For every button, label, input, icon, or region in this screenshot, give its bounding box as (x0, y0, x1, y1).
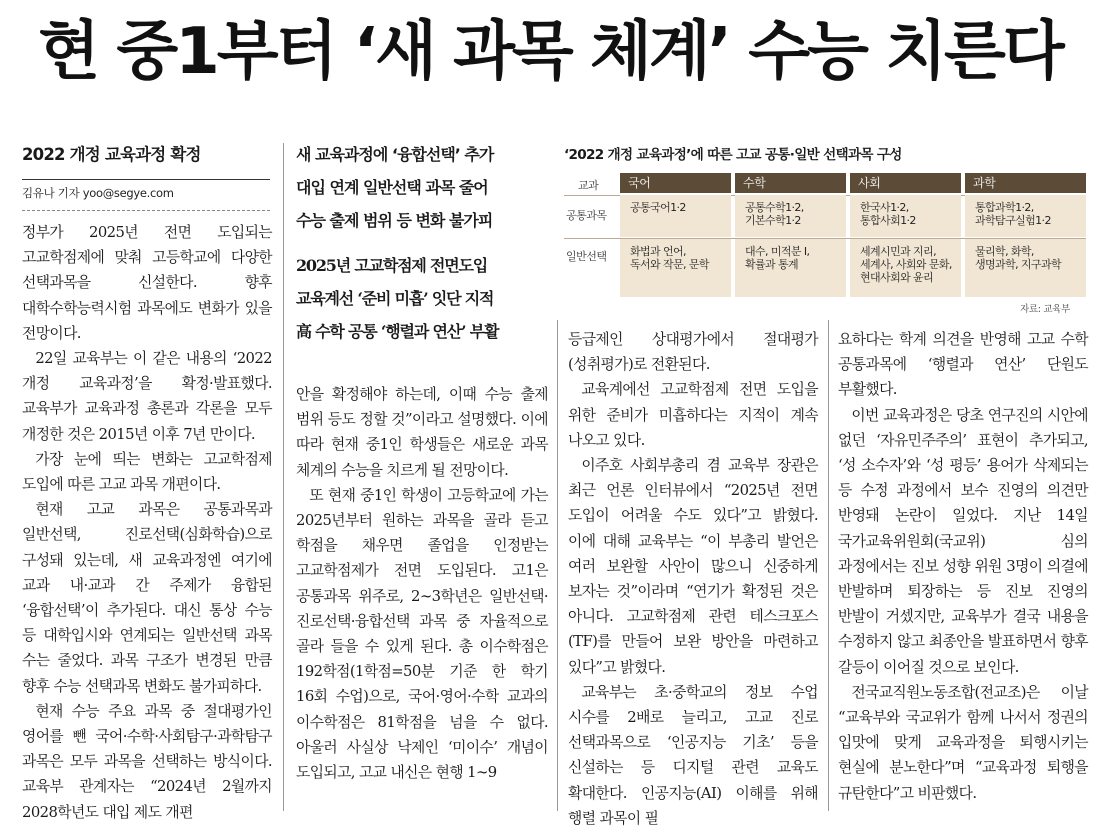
article-body-4 (838, 327, 1088, 813)
table-cell (965, 239, 1086, 297)
column-divider (283, 143, 284, 811)
deck-line: 대입 연계 일반선택 과목 줄어 (296, 178, 488, 197)
byline-rule (22, 179, 270, 180)
deck-line: 수능 출제 범위 등 변화 불가피 (296, 211, 493, 230)
paragraph: 교육부는 초·중학교의 정보 수업 시수를 2배로 늘리고, 고교 진로 선택과목으로 ‘인공지능 기초’ 등을 신설하는 등 디지털 관련 교육도 확대한다. 인공지능(AI) 이해를 위해 행렬 과목이 필 (568, 683, 818, 827)
row-label-general: 일반선택 (566, 250, 607, 263)
paragraph: 이주호 사회부총리 겸 교육부 장관은 최근 언론 인터뷰에서 “2025년 전면 도입이 어려울 수도 있다”고 밝혔다. 이에 대해 교육부는 “이 부총리 발언은 여러 보완할 사안이 많으니 신중하게 보자는 것”이라며 “연기가 확정된 것은 아니다. 고교학점제 관련 테스크포스(TF)를 만들어 보완 방안을 마련하고 있다”고 밝혔다. (568, 457, 818, 676)
table-source: 자료: 교육부 (1020, 304, 1071, 315)
paragraph: 현재 고교 과목은 공통과목과 일반선택, 진로선택(심화학습)으로 구성돼 있는데, 새 교육과정엔 여기에 교과 내·교과 간 주제가 융합된 ‘융합선택’이 추가된다. 대신 통상 수능 등 대학입시와 연계되는 일반선택 과목 수는 줄었다. 과목 구조가 변경된 만큼 향후 수능 선택과목 변화도 불가피하다. (22, 501, 272, 695)
deck-line: 2025년 고교학점제 전면도입 (296, 256, 488, 275)
cell-line: 과학탐구실험1·2 (975, 214, 1051, 227)
cell-line: 공통수학1·2, (745, 201, 804, 214)
paragraph: 가장 눈에 띄는 변화는 고교학점제 도입에 따른 고교 과목 개편이다. (22, 450, 272, 494)
article-body-3 (568, 327, 818, 827)
cell-line: 물리학, 화학, (975, 245, 1034, 258)
cell-line: 대수, 미적분 Ⅰ, (745, 245, 810, 258)
cell-line: 독서와 작문, 문학 (630, 258, 709, 271)
cell-line: 현대사회와 윤리 (860, 271, 934, 284)
cell-line: 한국사1·2, (860, 201, 909, 214)
table-cell (965, 195, 1086, 237)
table-header-science: 과학 (965, 173, 1086, 193)
paragraph: 교육계에선 고교학점제 전면 도입을 위한 준비가 미흡하다는 지적이 계속 나오고 있다. (568, 381, 818, 449)
paragraph: 정부가 2025년 전면 도입되는 고교학점제에 맞춰 고등학교에 다양한 선택과목을 신설한다. 향후 대학수학능력시험 과목에도 변화가 있을 전망이다. (22, 224, 272, 342)
cell-line: 세계시민과 지리, (860, 245, 936, 258)
column-1 (22, 143, 272, 821)
deck-line: 高 수학 공통 ‘행렬과 연산’ 부활 (296, 322, 499, 341)
cell-line: 통합과학1·2, (975, 201, 1034, 214)
article-body-1 (22, 220, 272, 825)
cell-line: 공통국어1·2 (630, 201, 686, 214)
cell-line: 통합사회1·2 (860, 214, 916, 227)
cell-line: 화법과 언어, (630, 245, 686, 258)
byline-dash-rule (22, 210, 270, 211)
deck-line: 새 교육과정에 ‘융합선택’ 추가 (296, 145, 494, 164)
table-header-korean: 국어 (620, 173, 731, 193)
table-cell (620, 239, 731, 297)
row-label-common: 공통과목 (566, 209, 607, 222)
table-header-math: 수학 (735, 173, 846, 193)
cell-line: 기본수학1·2 (745, 214, 801, 227)
column-2 (296, 138, 548, 813)
deck-line: 교육계선 ‘준비 미흡’ 잇단 지적 (296, 289, 494, 308)
paragraph: 요하다는 학계 의견을 반영해 고교 수학 공통과목에 ‘행렬과 연산’ 단원도 부활했다. (838, 331, 1088, 399)
paragraph: 22일 교육부는 이 같은 내용의 ‘2022 개정 교육과정’을 확정·발표했다. 교육부가 교육과정 총론과 각론을 모두 개정한 것은 2015년 이후 7년 만이다. (22, 350, 272, 443)
table-cell (850, 195, 961, 237)
table-header-social: 사회 (850, 173, 961, 193)
paragraph: 현재 수능 주요 과목 중 절대평가인 영어를 뺀 국어·수학·사회탐구·과학탐구 과목은 모두 과목을 선택하는 방식이다. 교육부 관계자는 “2024년 2월까지 2028학년도 대입 제도 개편 (22, 702, 272, 821)
table-cell (850, 239, 961, 297)
paragraph: 또 현재 중1인 학생이 고등학교에 가는 2025년부터 원하는 과목을 골라 듣고 학점을 채우면 졸업을 인정받는 고교학점제가 전면 도입된다. 고1은 공통과목 위주로, 2∼3학년은 일반선택·진로선택·융합선택 과목 중 자율적으로 골라 들을 수 있게 된다. 총 이수학점은 192학점(1학점=50분 기준 한 학기 16회 수업)으로, 국어·영어·수학 교과의 이수학점은 81학점을 넘을 수 없다. 아울러 사실상 낙제인 ‘미이수’ 개념이 도입되고, 고교 내신은 현행 1∼9 (296, 486, 548, 782)
table-cell (620, 195, 731, 237)
article-body-2 (296, 382, 548, 785)
paragraph: 전국교직원노동조합(전교조)은 이날 “교육부와 국교위가 함께 나서서 정권의 입맛에 맞게 교육과정을 퇴행시키는 현실에 분노한다”며 “교육과정 퇴행을 규탄한다”고 비판했다. (838, 683, 1088, 802)
section-subtitle: 2022 개정 교육과정 확정 (22, 145, 201, 164)
cell-line: 생명과학, 지구과학 (975, 258, 1062, 271)
deck-block (296, 138, 548, 348)
byline: 김유나 기자 yoo@segye.com (22, 186, 174, 200)
paragraph: 이번 교육과정은 당초 연구진의 시안에 없던 ‘자유민주주의’ 표현이 추가되고, ‘성 소수자’와 ‘성 평등’ 용어가 삭제되는 등 수정 과정에서 보수 진영의 의견만 반영돼 논란이 일었다. 지난 14일 국가교육위원회(국교위) 심의 과정에서는 진보 성향 위원 3명이 의결에 반발하며 퇴장하는 등 진보 진영의 반발이 거셌지만, 교육부가 결국 내용을 수정하지 않고 최종안을 발표하면서 향후 갈등이 이어질 것으로 보인다. (838, 406, 1088, 676)
cell-line: 세계사, 사회와 문화, (860, 258, 952, 271)
table-cell (735, 239, 846, 297)
headline: 현 중1부터 ‘새 과목 체계’ 수능 치른다 (38, 15, 1062, 89)
table-cell (735, 195, 846, 237)
paragraph: 안을 확정해야 하는데, 이때 수능 출제 범위 등도 정할 것”이라고 설명했다. 이에 따라 현재 중1인 학생들은 새로운 과목 체계의 수능을 치르게 될 전망이다. (296, 386, 548, 479)
paragraph: 등급제인 상대평가에서 절대평가(성취평가)로 전환된다. (568, 331, 818, 374)
column-divider (828, 320, 829, 811)
cell-line: 확률과 통계 (745, 258, 799, 271)
row-header-label: 교과 (578, 179, 599, 192)
column-divider (557, 320, 558, 811)
table-title: ‘2022 개정 교육과정’에 따른 고교 공통·일반 선택과목 구성 (564, 147, 902, 163)
